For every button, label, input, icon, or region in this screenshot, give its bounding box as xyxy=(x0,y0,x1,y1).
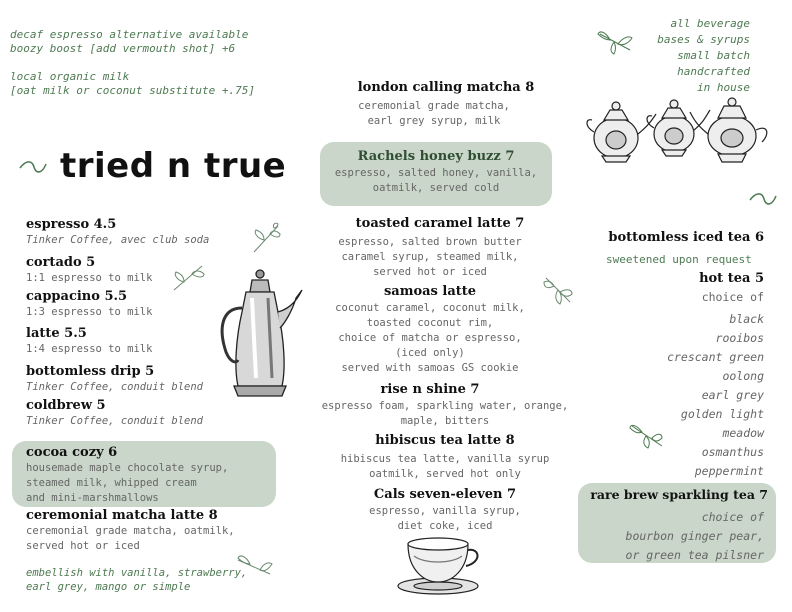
menu-item-name: rise n shine 7 xyxy=(380,382,480,397)
leaf-sprig-icon xyxy=(236,554,274,578)
menu-item-desc: oatmilk, served hot only xyxy=(369,468,521,480)
menu-item-desc: hibiscus tea latte, vanilla syrup xyxy=(340,453,550,465)
note-line: all beverage xyxy=(670,17,750,30)
menu-item-desc: choice of matcha or espresso, xyxy=(338,332,522,344)
menu-item-name: latte 5.5 xyxy=(26,326,87,341)
menu-item-desc: and mini-marshmallows xyxy=(26,492,159,504)
tea-name: peppermint xyxy=(694,464,764,478)
menu-item-desc: espresso, vanilla syrup, xyxy=(369,505,521,517)
menu-item-desc: served hot or iced xyxy=(373,266,487,278)
menu-item-name: bottomless iced tea 6 xyxy=(608,230,764,245)
menu-item-name: hibiscus tea latte 8 xyxy=(375,433,515,448)
menu-item-desc: maple, bitters xyxy=(400,415,490,427)
tea-name: crescant green xyxy=(667,350,764,364)
menu-item-desc: bourbon ginger pear, xyxy=(625,529,764,543)
iced-tea-note: sweetened upon request xyxy=(606,253,752,266)
menu-item-name: cocoa cozy 6 xyxy=(26,445,118,460)
menu-item-name: hot tea 5 xyxy=(699,271,764,286)
menu-item-desc: caramel syrup, steamed milk, xyxy=(341,251,519,263)
section-title: tried n true xyxy=(60,146,287,186)
coffee-pot-illustration xyxy=(212,268,306,400)
menu-item-name: rare brew sparkling tea 7 xyxy=(590,487,768,502)
menu-item-name: Cals seven-eleven 7 xyxy=(373,487,517,502)
tea-name: oolong xyxy=(722,369,764,383)
menu-item-name: samoas latte xyxy=(383,284,477,299)
menu-item-name: toasted caramel latte 7 xyxy=(355,216,525,231)
menu-item-desc: espresso, salted honey, vanilla, xyxy=(334,167,538,179)
leaf-sprig-icon xyxy=(542,274,574,306)
footnote-line: embellish with vanilla, strawberry, xyxy=(26,567,248,579)
menu-item-name: ceremonial matcha latte 8 xyxy=(26,508,218,523)
menu-item-desc: oatmilk, served cold xyxy=(372,182,500,194)
tea-name: golden light xyxy=(680,407,764,421)
menu-item-desc: earl grey syrup, milk xyxy=(367,115,501,127)
top-left-notes xyxy=(10,28,255,98)
menu-item-desc: espresso, salted brown butter xyxy=(338,236,522,248)
menu-item-name: cortado 5 xyxy=(26,255,96,270)
footnote-line: earl grey, mango or simple xyxy=(26,581,191,593)
tea-name: meadow xyxy=(722,426,764,440)
note-milk-sub: [oat milk or coconut substitute +.75] xyxy=(10,84,256,97)
note-line: small batch xyxy=(677,49,750,62)
note-line: bases & syrups xyxy=(657,33,750,46)
menu-item-name: cappacino 5.5 xyxy=(26,289,128,304)
menu-item-desc: 1:3 espresso to milk xyxy=(26,306,153,318)
menu-item-desc: 1:1 espresso to milk xyxy=(26,272,153,284)
tea-list xyxy=(667,310,764,481)
menu-item-desc: choice of xyxy=(701,290,764,304)
menu-item-desc: Tinker Coffee, conduit blend xyxy=(26,415,204,427)
tilde-swirl-icon xyxy=(18,160,48,174)
note-line: handcrafted xyxy=(677,65,750,78)
left-footnote xyxy=(26,566,247,594)
menu-item-desc: steamed milk, whipped cream xyxy=(26,477,197,489)
menu-item-desc: coconut caramel, coconut milk, xyxy=(335,302,525,314)
menu-item-desc: ceremonial grade matcha, oatmilk, xyxy=(26,525,235,537)
tilde-swirl-icon xyxy=(748,192,778,206)
tea-name: black xyxy=(729,312,764,326)
menu-item-desc: 1:4 espresso to milk xyxy=(26,343,153,355)
leaf-sprig-icon xyxy=(250,222,282,254)
menu-item-desc: Tinker Coffee, conduit blend xyxy=(26,381,204,393)
menu-item-name: coldbrew 5 xyxy=(26,398,106,413)
menu-item-desc: or green tea pilsner xyxy=(625,548,764,562)
menu-item-desc: espresso foam, sparkling water, orange, xyxy=(321,400,569,412)
leaf-sprig-icon xyxy=(628,422,664,450)
leaf-sprig-icon xyxy=(172,262,206,292)
menu-item-name: espresso 4.5 xyxy=(26,217,117,232)
menu-item-desc: ceremonial grade matcha, xyxy=(358,100,510,112)
tea-name: earl grey xyxy=(701,388,764,402)
leaf-sprig-icon xyxy=(596,30,634,54)
tea-name: rooibos xyxy=(715,331,764,345)
menu-item-desc: housemade maple chocolate syrup, xyxy=(26,462,229,474)
menu-item-desc: diet coke, iced xyxy=(397,520,493,532)
menu-item-desc: Tinker Coffee, avec club soda xyxy=(26,234,210,246)
note-decaf: decaf espresso alternative available xyxy=(10,28,249,41)
menu-item-desc: (iced only) xyxy=(395,347,465,359)
menu-item-name: Rachels honey buzz 7 xyxy=(357,149,515,164)
menu-item-name: london calling matcha 8 xyxy=(357,80,535,95)
menu-item-desc: served with samoas GS cookie xyxy=(341,362,519,374)
teacup-illustration xyxy=(394,534,484,598)
menu-item-desc: served hot or iced xyxy=(26,540,140,552)
note-line: in house xyxy=(697,81,750,94)
menu-item-name: bottomless drip 5 xyxy=(26,364,155,379)
note-boozy: boozy boost [add vermouth shot] +6 xyxy=(10,42,236,55)
teapot-illustration xyxy=(586,96,772,166)
menu-item-desc: toasted coconut rim, xyxy=(366,317,494,329)
menu-item-desc: choice of xyxy=(701,510,764,524)
note-milk: local organic milk xyxy=(10,70,130,83)
tea-name: osmanthus xyxy=(701,445,764,459)
top-right-note xyxy=(657,16,750,96)
